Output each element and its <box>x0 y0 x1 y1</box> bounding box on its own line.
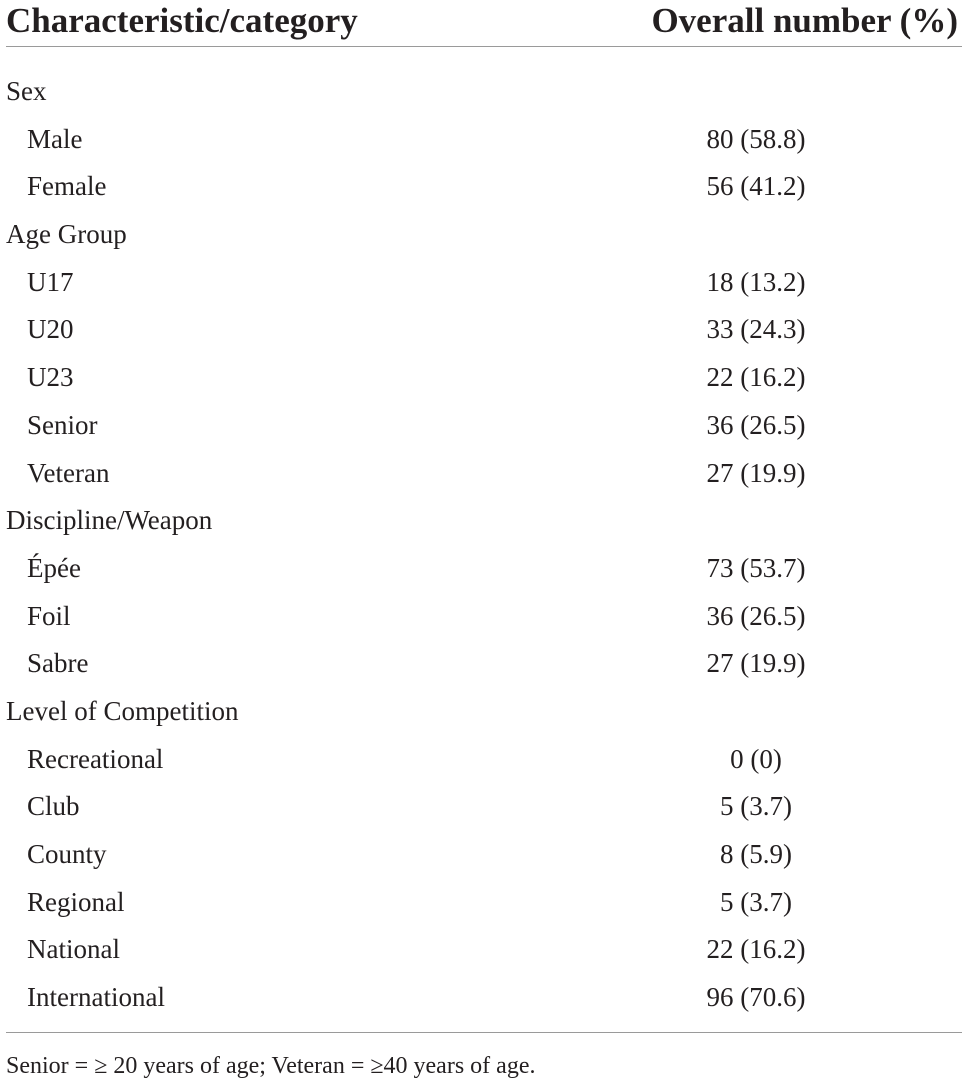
row-label: Recreational <box>27 743 164 774</box>
category-row <box>6 211 962 259</box>
category-row <box>6 68 962 116</box>
row-value: 18 (13.2) <box>706 266 806 297</box>
row-value: 22 (16.2) <box>706 934 806 965</box>
category-row <box>6 688 962 736</box>
row-value: 0 (0) <box>730 743 782 774</box>
row-label: National <box>27 934 120 965</box>
row-label: Club <box>27 791 80 822</box>
row-value: 80 (58.8) <box>706 123 806 154</box>
row-label: Female <box>27 171 107 202</box>
table-footnote: Senior = ≥ 20 years of age; Veteran = ≥40 years of age. <box>6 1053 536 1079</box>
table-row <box>6 116 962 164</box>
category-label: Age Group <box>6 219 127 250</box>
row-value: 36 (26.5) <box>706 600 806 631</box>
table-row <box>6 783 962 831</box>
row-label: U20 <box>27 314 74 345</box>
category-label: Level of Competition <box>6 695 239 726</box>
row-value: 5 (3.7) <box>720 791 792 822</box>
header-overall-number: Overall number (%) <box>651 1 958 40</box>
table-row <box>6 593 962 641</box>
row-value: 96 (70.6) <box>706 982 806 1013</box>
row-label: Épée <box>27 552 81 583</box>
row-value: 73 (53.7) <box>706 552 806 583</box>
table-row <box>6 354 962 402</box>
row-label: Regional <box>27 886 125 917</box>
table-row <box>6 736 962 784</box>
table-header <box>6 0 962 47</box>
table-body <box>6 68 962 1022</box>
table-row <box>6 259 962 307</box>
table-row <box>6 926 962 974</box>
row-label: Sabre <box>27 648 89 679</box>
row-value: 8 (5.9) <box>720 839 792 869</box>
row-value: 56 (41.2) <box>706 171 806 202</box>
table-row <box>6 163 962 211</box>
row-label: Senior <box>27 409 98 440</box>
row-label: U17 <box>27 266 74 297</box>
header-characteristic: Characteristic/category <box>6 1 358 40</box>
row-label: County <box>27 839 107 869</box>
row-value: 33 (24.3) <box>706 314 806 345</box>
row-label: Male <box>27 123 83 154</box>
row-label: U23 <box>27 362 74 393</box>
row-label: Veteran <box>27 457 110 488</box>
table-row <box>6 402 962 450</box>
row-label: Foil <box>27 600 71 631</box>
row-value: 22 (16.2) <box>706 362 806 393</box>
row-value: 27 (19.9) <box>706 457 806 488</box>
table-row <box>6 974 962 1022</box>
table-row <box>6 545 962 593</box>
table-row <box>6 306 962 354</box>
row-value: 36 (26.5) <box>706 409 806 440</box>
row-value: 27 (19.9) <box>706 648 806 679</box>
row-value: 5 (3.7) <box>720 886 792 917</box>
data-table <box>6 0 962 47</box>
table-row <box>6 450 962 498</box>
table-row <box>6 879 962 927</box>
table-row <box>6 640 962 688</box>
category-label: Discipline/Weapon <box>6 505 213 536</box>
category-row <box>6 497 962 545</box>
row-label: International <box>27 982 165 1013</box>
table-bottom-rule <box>6 1032 962 1033</box>
table-row <box>6 831 962 879</box>
category-label: Sex <box>6 76 47 106</box>
